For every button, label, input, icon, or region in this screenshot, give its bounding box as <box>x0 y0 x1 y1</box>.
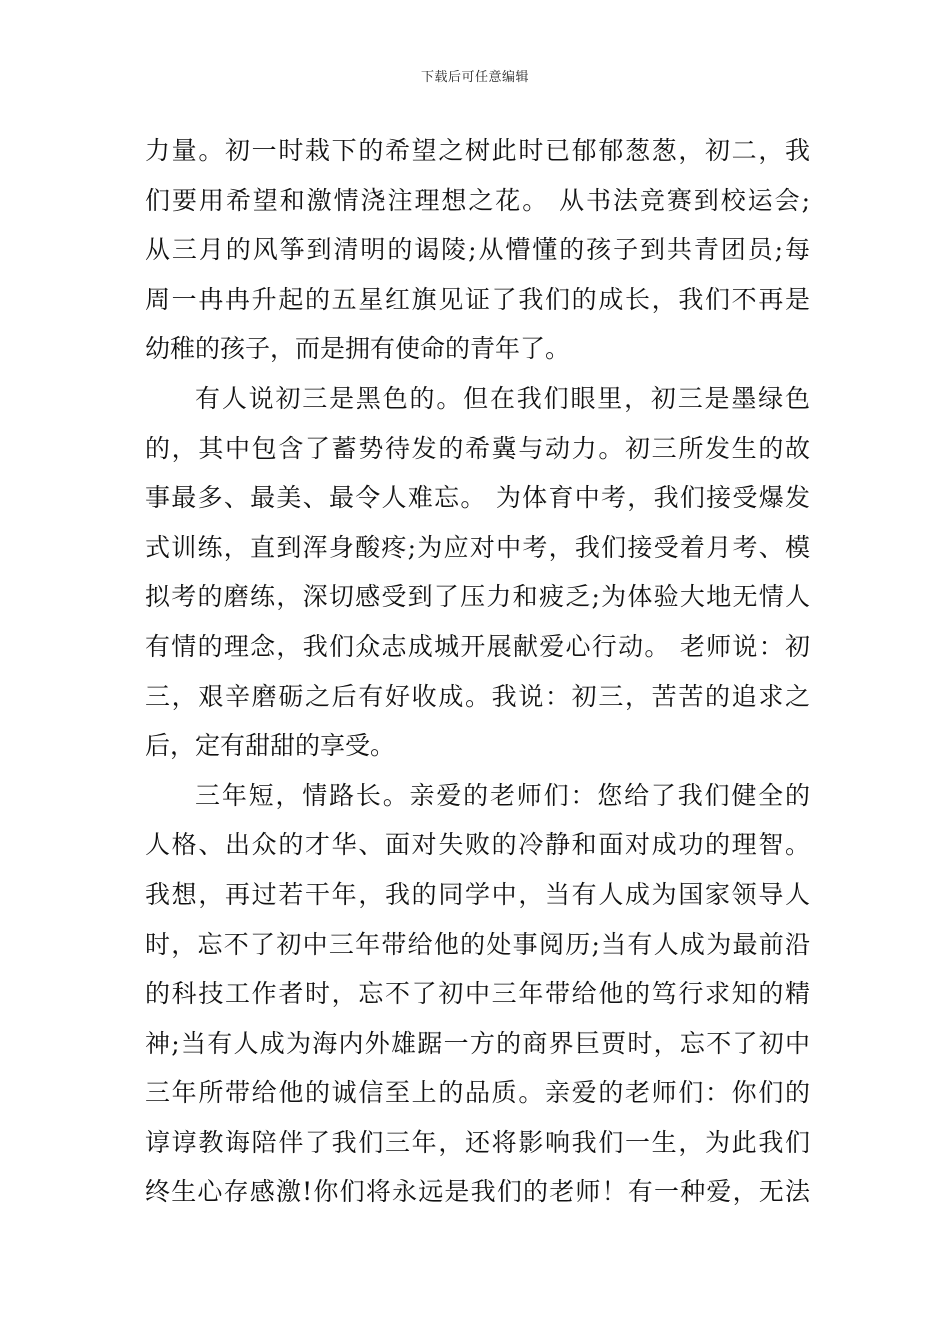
text-line: 三年短，情路长。亲爱的老师们：您给了我们健全的 <box>195 780 810 810</box>
text-line: 式训练，直到浑身酸疼;为应对中考，我们接受着月考、模 <box>145 532 810 562</box>
text-line: 有人说初三是黑色的。但在我们眼里，初三是墨绿色 <box>195 383 810 413</box>
text-line: 三，艰辛磨砺之后有好收成。我说：初三，苦苦的追求之 <box>145 681 810 711</box>
text-line: 三年所带给他的诚信至上的品质。亲爱的老师们：你们的 <box>145 1078 810 1108</box>
text-line: 有情的理念，我们众志成城开展献爱心行动。 老师说：初 <box>145 631 810 661</box>
text-line: 后，定有甜甜的享受。 <box>145 731 396 761</box>
page-header: 下载后可任意编辑 <box>420 70 529 85</box>
text-line: 我想，再过若干年，我的同学中，当有人成为国家领导人 <box>145 879 810 909</box>
text-line: 们要用希望和激情浇注理想之花。 从书法竞赛到校运会; <box>145 185 810 215</box>
text-line: 周一冉冉升起的五星红旗见证了我们的成长，我们不再是 <box>145 284 810 314</box>
text-line: 力量。初一时栽下的希望之树此时已郁郁葱葱，初二，我 <box>145 136 810 165</box>
text-line: 幼稚的孩子，而是拥有使命的青年了。 <box>145 334 571 364</box>
text-line: 的，其中包含了蓄势待发的希冀与动力。初三所发生的故 <box>145 433 810 463</box>
text-line: 人格、出众的才华、面对失败的冷静和面对成功的理智。 <box>145 830 810 860</box>
text-line: 时，忘不了初中三年带给他的处事阅历;当有人成为最前沿 <box>145 929 810 959</box>
text-line: 终生心存感激!你们将永远是我们的老师！有一种爱，无法 <box>145 1177 810 1207</box>
document-body <box>145 126 810 1217</box>
text-line: 事最多、最美、最令人难忘。 为体育中考，我们接受爆发 <box>145 483 810 513</box>
text-line: 从三月的风筝到清明的谒陵;从懵懂的孩子到共青团员;每 <box>145 235 810 265</box>
text-line: 神;当有人成为海内外雄踞一方的商界巨贾时，忘不了初中 <box>145 1028 810 1058</box>
text-line: 谆谆教诲陪伴了我们三年，还将影响我们一生，为此我们 <box>145 1127 810 1157</box>
text-line: 拟考的磨练，深切感受到了压力和疲乏;为体验大地无情人 <box>145 582 810 612</box>
text-line: 的科技工作者时，忘不了初中三年带给他的笃行求知的精 <box>145 979 810 1009</box>
